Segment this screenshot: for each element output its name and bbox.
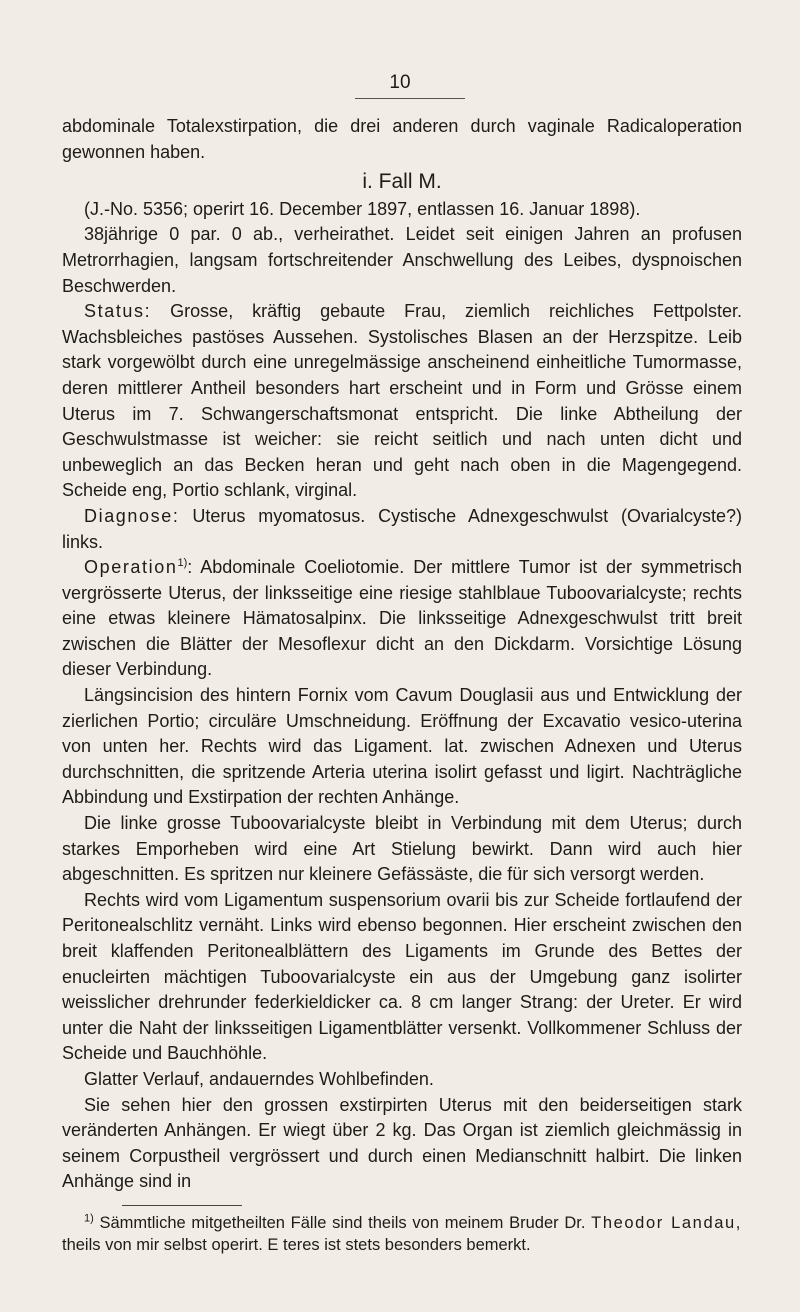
- footnote-text-b: theils von mir selbst operirt. E teres ist stets besonders bemerkt.: [62, 1235, 531, 1254]
- page-body: [62, 114, 742, 1256]
- footnote-rule: [122, 1205, 242, 1206]
- diagnose-text: Uterus myomatosus. Cystische Adnexgeschwulst (Ovarialcyste?) links.: [62, 505, 742, 552]
- course-paragraph: Glatter Verlauf, andauerndes Wohlbefinden.: [84, 1068, 434, 1089]
- footnote-text-a: Sämmtliche mitgetheilten Fälle sind theils von meinem Bruder Dr.: [99, 1213, 586, 1232]
- footnote: [62, 1212, 742, 1256]
- history-paragraph: 38jährige 0 par. 0 ab., verheirathet. Leidet seit einigen Jahren an profusen Metrorrhagien, langsam fortschreitender Anschwellung des Leibes, dyspnoischen Beschwerden.: [62, 224, 742, 296]
- operation-text: : Abdominale Coeliotomie. Der mittlere Tumor ist der symmetrisch vergrösserte Uterus, der linksseitige eine riesige stahlblaue Tuboovarialcyste; rechts eine etwas kleinere Hämatosalpinx. Die linksseitige Adnexgeschwulst tritt breit zwischen die Blätter der Mesoflexur dicht an den Dickdarm. Vorsichtige Lösung dieser Verbindung.: [62, 557, 742, 680]
- footnote-name: Theodor Landau,: [591, 1213, 742, 1232]
- operation-paragraph: [62, 555, 742, 683]
- operation-label: Operation: [84, 557, 178, 578]
- footnote-reference: 1): [177, 557, 188, 570]
- intro-paragraph: abdominale Totalexstirpation, die drei anderen durch vaginale Radicaloperation gewonnen haben.: [62, 116, 742, 162]
- right-ligament-paragraph: Rechts wird vom Ligamentum suspensorium ovarii bis zur Scheide fortlaufend der Peritonealschlitz vernäht. Links wird ebenso begonnen. Hier erscheint zwischen den breit klaffenden Peritonealblättern des Ligaments im Grunde des Bettes der enucleirten mächtigen Tuboovarialcyste ein aus der Umgebung ganz isolirter weisslicher drehrunder federkieldicker ca. 8 cm langer Strang: der Ureter. Er wird unter die Naht der linksseitigen Ligamentblätter versenkt. Vollkommener Schluss der Scheide und Bauchhöhle.: [62, 889, 742, 1064]
- specimen-paragraph: Sie sehen hier den grossen exstirpirten Uterus mit den beiderseitigen stark veränderten Anhängen. Er wiegt über 2 kg. Das Organ ist ziemlich gleichmässig in seinem Corpustheil vergrössert und durch einen Medianschnitt halbirt. Die linken Anhänge sind in: [62, 1094, 742, 1192]
- left-cyst-paragraph: Die linke grosse Tuboovarialcyste bleibt in Verbindung mit dem Uterus; durch starkes Emporheben wird eine Art Stielung bewirkt. Dann wird auch hier abgeschnitten. Es spritzen nur kleinere Gefässäste, die für sich versorgt werden.: [62, 813, 742, 885]
- case-heading: i. Fall M.: [362, 170, 442, 194]
- status-text: Grosse, kräftig gebaute Frau, ziemlich reichliches Fettpolster. Wachsbleiches pastöses Aussehen. Systolisches Blasen an der Herzspitze. Leib stark vorgewölbt durch eine unregelmässige anscheinend einheitliche Tumormasse, deren mittlerer Antheil besonders hart erscheint und in Form und Grösse einem Uterus im 7. Schwangerschaftsmonat entspricht. Die linke Abtheilung der Geschwulstmasse ist weicher: sie reicht seitlich und nach unten dicht und unbeweglich an das Becken heran und geht nach oben in die Magengegend. Scheide eng, Portio schlank, virginal.: [62, 301, 742, 501]
- case-record-line: (J.-No. 5356; operirt 16. December 1897, entlassen 16. Januar 1898).: [84, 198, 641, 219]
- footnote-mark: 1): [84, 1212, 94, 1225]
- status-paragraph: [62, 299, 742, 504]
- incision-paragraph: Längsincision des hintern Fornix vom Cavum Douglasii aus und Entwicklung der zierlichen Portio; circuläre Umschneidung. Eröffnung der Excavatio vesico-uterina von unten her. Rechts wird das Ligament. lat. zwischen Adnexen und Uterus durchschnitten, die spritzende Arteria uterina isolirt gefasst und ligirt. Nachträgliche Abbindung und Exstirpation der rechten Anhänge.: [62, 685, 742, 808]
- status-label: Status:: [84, 301, 152, 322]
- diagnose-paragraph: [62, 504, 742, 555]
- page-number: 10: [389, 72, 411, 93]
- diagnose-label: Diagnose:: [84, 505, 180, 526]
- page-number-rule: [355, 98, 465, 99]
